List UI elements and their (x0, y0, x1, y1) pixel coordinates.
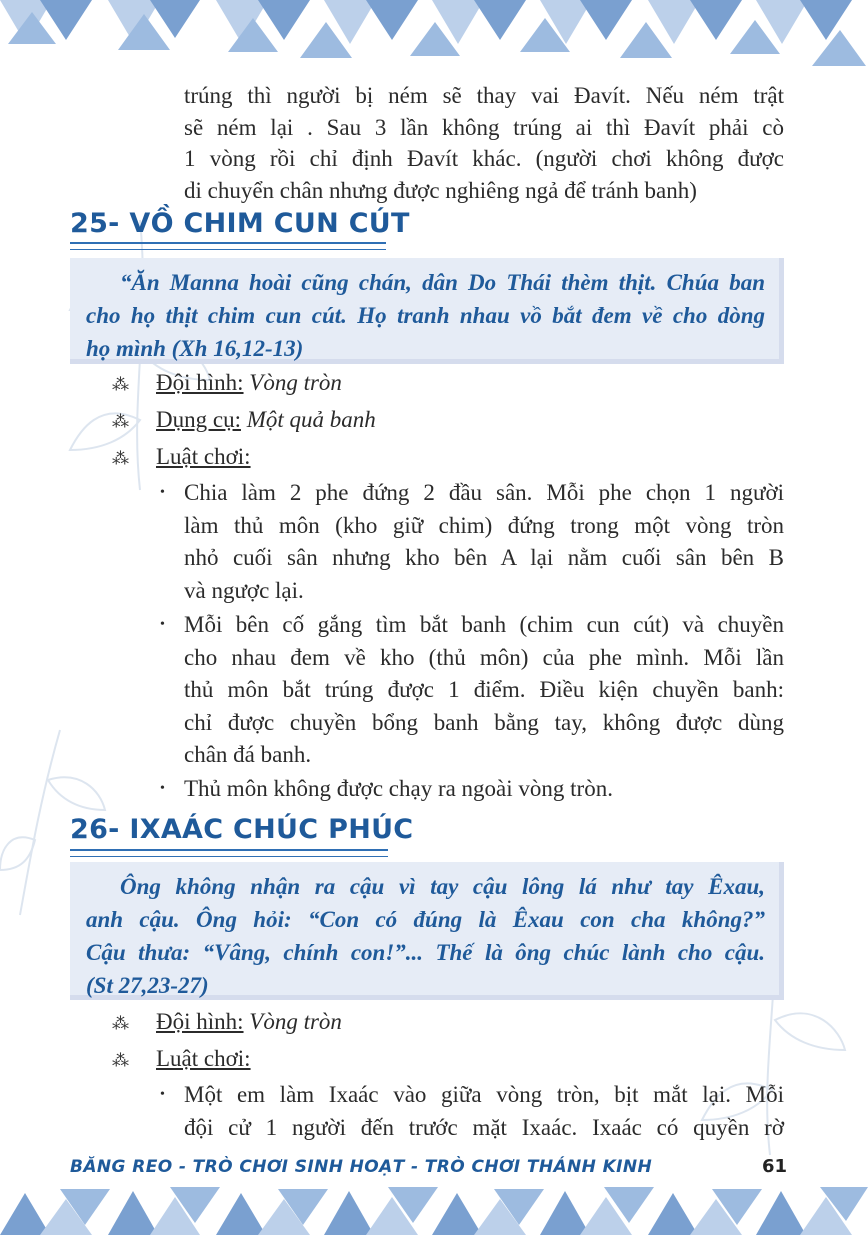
intro-paragraph (184, 80, 784, 206)
quote-line: (St 27,23-27) (86, 973, 209, 998)
game26-rules-heading (112, 1043, 251, 1075)
bullet-icon: • (160, 617, 165, 632)
intro-line: sẽ ném lại . Sau 3 lần không trúng ai thì Đavít phải cò (184, 114, 784, 140)
game25-title: 25- VỒ CHIM CUN CÚT (70, 208, 410, 239)
formation-value: Vòng tròn (249, 370, 342, 395)
triple-star-icon: ⁂ (112, 412, 129, 431)
rule-line: Mỗi bên cố gắng tìm bắt banh (chim cun cút) và chuyền (184, 612, 784, 637)
rules-label: Luật chơi: (156, 1046, 251, 1071)
rule-line: nhỏ cuối sân nhưng kho bên A lại nằm cuối sân bên B (184, 545, 784, 570)
bullet-icon: • (160, 1087, 165, 1102)
game25-formation (112, 367, 342, 399)
game26-rule-1 (160, 1079, 784, 1144)
triple-star-icon: ⁂ (112, 375, 129, 394)
game25-quote (86, 266, 765, 365)
triple-star-icon: ⁂ (112, 1014, 129, 1033)
rule-line: Thủ môn không được chạy ra ngoài vòng tròn. (184, 776, 613, 801)
game26-quote (86, 870, 765, 1002)
rule-line: Một em làm Ixaác vào giữa vòng tròn, bịt mắt lại. Mỗi (184, 1082, 784, 1107)
equipment-value: Một quả banh (246, 407, 376, 432)
page-number: 61 (762, 1156, 788, 1177)
rule-line: Chia làm 2 phe đứng 2 đầu sân. Mỗi phe chọn 1 người (184, 480, 784, 505)
quote-line: anh cậu. Ông hỏi: “Con có đúng là Êxau con cha không?” (86, 907, 765, 932)
quote-line: Cậu thưa: “Vâng, chính con!”... Thế là ông chúc lành cho cậu. (86, 940, 765, 965)
rule-line: thủ môn bắt trúng được 1 điểm. Điều kiện chuyền banh: (184, 677, 784, 702)
bottom-triangle-border (0, 1185, 868, 1235)
game25-rule-3 (160, 773, 784, 806)
game26-quote-box (70, 862, 784, 1000)
formation-label: Đội hình: (156, 370, 244, 395)
rules-label: Luật chơi: (156, 444, 251, 469)
equipment-label: Dụng cụ: (156, 407, 241, 432)
rule-line: chân đá banh. (184, 742, 312, 767)
quote-line: Ông không nhận ra cậu vì tay cậu lông lá như tay Êxau, (120, 874, 765, 899)
rule-line: làm thủ môn (kho giữ chim) đứng trong một vòng tròn (184, 512, 784, 538)
footer-book-title: BĂNG REO - TRÒ CHƠI SINH HOẠT - TRÒ CHƠI THÁNH KINH (70, 1157, 653, 1177)
top-triangle-border (0, 0, 868, 68)
triple-star-icon: ⁂ (112, 449, 129, 468)
game26-title: 26- IXAÁC CHÚC PHÚC (70, 814, 414, 845)
game25-rule-2 (160, 609, 784, 772)
rule-line: đội cử 1 người đến trước mặt Ixaác. Ixaác có quyền rờ (184, 1114, 784, 1140)
intro-line: di chuyển chân nhưng được nghiêng ngả để tránh banh) (184, 177, 697, 203)
rule-line: cho nhau đem về kho (thủ môn) của phe mình. Mỗi lần (184, 644, 784, 670)
triple-star-icon: ⁂ (112, 1051, 129, 1070)
formation-label: Đội hình: (156, 1009, 244, 1034)
rule-line: chỉ được chuyền bổng banh bằng tay, không được dùng (184, 709, 784, 735)
quote-line: họ mình (Xh 16,12-13) (86, 336, 304, 361)
quote-line: “Ăn Manna hoài cũng chán, dân Do Thái thèm thịt. Chúa ban (120, 270, 765, 295)
intro-line: trúng thì người bị ném sẽ thay vai Đavít. Nếu ném trật (184, 83, 784, 108)
game25-title-underline (70, 242, 386, 250)
game26-formation (112, 1006, 342, 1038)
intro-line: 1 vòng rồi chỉ định Đavít khác. (người chơi không được (184, 146, 784, 171)
game26-title-underline (70, 849, 388, 857)
rule-line: và ngược lại. (184, 577, 304, 603)
bullet-icon: • (160, 781, 165, 796)
game25-rule-1 (160, 477, 784, 607)
formation-value: Vòng tròn (249, 1009, 342, 1034)
quote-line: cho họ thịt chim cun cút. Họ tranh nhau vồ bắt đem về cho dòng (86, 303, 765, 328)
game25-rules-heading (112, 441, 251, 473)
game25-equipment (112, 404, 376, 436)
game25-quote-box (70, 258, 784, 364)
bullet-icon: • (160, 485, 165, 500)
